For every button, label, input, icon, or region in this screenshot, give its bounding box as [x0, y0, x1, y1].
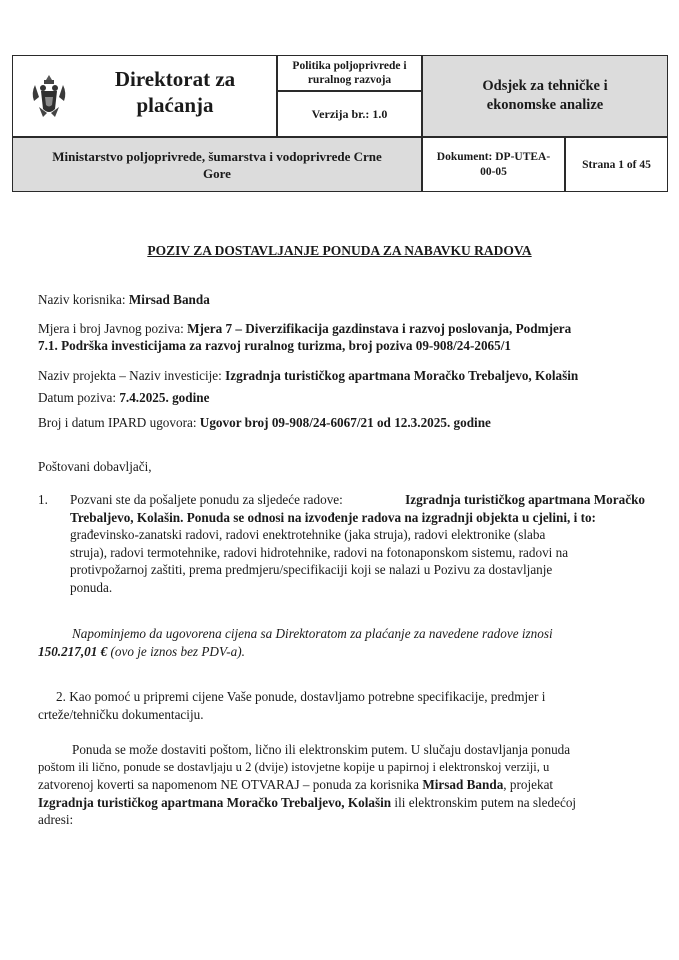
policy-line2: ruralnog razvoja: [307, 74, 392, 86]
date-value: 7.4.2025. godine: [119, 390, 210, 405]
delivery-paragraph: [38, 741, 645, 829]
header-page-cell: [565, 137, 668, 192]
org-name-line1: Direktorat za: [114, 67, 236, 91]
item1-paragraph: [70, 491, 645, 596]
header-department-cell: [422, 55, 668, 137]
document-line1: Dokument: DP-UTEA-: [436, 150, 551, 163]
beneficiary-value: Mirsad Banda: [128, 292, 210, 307]
note-suffix: (ovo je iznos bez PDV-a).: [110, 643, 245, 659]
coat-of-arms-icon: [29, 71, 69, 123]
delivery-line3: zatvorenoj koverti sa napomenom NE OTVARAJ – ponuda za korisnika: [38, 777, 420, 792]
delivery-line5: adresi:: [38, 812, 74, 827]
note-amount: 150.217,01 €: [38, 643, 108, 659]
policy-line1: Politika poljoprivrede i: [292, 60, 407, 72]
measure-value-line2: 7.1. Podrška investicijama za razvoj ruralnog turizma, broj poziva 09-908/24-2065/1: [38, 338, 511, 353]
header-logo-cell: [12, 55, 277, 137]
header-policy-cell: [277, 55, 422, 91]
project-value: Izgradnja turističkog apartmana Moračko Trebaljevo, Kolašin: [225, 368, 579, 383]
ministry-line2: Gore: [203, 165, 231, 181]
item2-line1: 2. Kao pomoć u pripremi cijene Vaše ponude, dostavljamo potrebne specifikacije, predmjer i: [56, 689, 546, 704]
delivery-line2: poštom ili lično, ponude se dostavljaju u 2 (dvije) istovjetne kopije u papirnoj i elektronskoj verziji, u: [38, 759, 550, 774]
department-line1: Odsjek za tehničke i: [482, 78, 608, 94]
item1-intro: Pozvani ste da pošaljete ponudu za sljedeće radove:: [70, 492, 343, 507]
measure-row: [38, 320, 648, 354]
note-line1: Napominjemo da ugovorena cijena sa Direktoratom za plaćanje za navedene radove iznosi: [72, 626, 553, 641]
item2-paragraph: [38, 688, 645, 723]
delivery-line4-end: ili elektronskim putem na sledećoj: [394, 794, 577, 810]
beneficiary-label: Naziv korisnika:: [38, 292, 126, 307]
delivery-line1: Ponuda se može dostaviti poštom, lično ili elektronskim putem. U slučaju dostavljanja ponuda: [72, 742, 571, 757]
item2-line2: crteže/tehničku dokumentaciju.: [38, 706, 204, 722]
page-title: POZIV ZA DOSTAVLJANJE PONUDA ZA NABAVKU RADOVA: [147, 243, 532, 258]
contract-row: [38, 414, 491, 431]
item1-line3: građevinsko-zanatski radovi, radovi enektrotehnike (jaka struja), radovi elektronike (slaba: [70, 527, 546, 542]
page-number: Strana 1 of 45: [582, 158, 651, 171]
item1-line5: protivpožarnoj zaštiti, prema predmjeru/specifikaciji koji se nalazi u Pozivu za dostavljanje: [70, 562, 553, 577]
ministry-line1: Ministarstvo poljoprivrede, šumarstva i vodoprivrede Crne: [52, 148, 382, 164]
greeting: Poštovani dobavljači,: [38, 459, 152, 474]
department-line2: ekonomske analize: [486, 97, 604, 113]
note-paragraph: [38, 625, 645, 660]
contract-value: Ugovor broj 09-908/24-6067/21 od 12.3.2025. godine: [199, 415, 491, 430]
contract-label: Broj i datum IPARD ugovora:: [38, 415, 197, 430]
project-row: [38, 367, 578, 384]
item1-line6: ponuda.: [70, 579, 113, 595]
item1-line2: Trebaljevo, Kolašin. Ponuda se odnosi na izvođenje radova na izgradnji objekta u cjelini, i to:: [70, 509, 596, 525]
item1-line4: struja), radovi termotehnike, radovi hidrotehnike, radovi na fotonaponskom sistemu, radovi na: [70, 544, 569, 560]
project-label: Naziv projekta – Naziv investicije:: [38, 368, 222, 383]
delivery-line3-bold: Mirsad Banda: [422, 777, 504, 792]
header-ministry-cell: [12, 137, 422, 192]
delivery-line3-end: , projekat: [503, 777, 554, 792]
beneficiary-row: [38, 291, 210, 308]
document-line2: 00-05: [480, 165, 507, 178]
org-name-line2: plaćanja: [136, 93, 214, 117]
item1-line1: Izgradnja turističkog apartmana Moračko: [405, 492, 645, 507]
header-document-cell: [422, 137, 565, 192]
measure-label: Mjera i broj Javnog poziva:: [38, 321, 184, 336]
header-version-cell: [277, 91, 422, 137]
date-label: Datum poziva:: [38, 390, 117, 405]
date-row: [38, 389, 209, 406]
measure-value-line1: Mjera 7 – Diverzifikacija gazdinstava i razvoj poslovanja, Podmjera: [187, 321, 572, 336]
version-label: Verzija br.: 1.0: [311, 106, 388, 121]
item1-number: 1.: [38, 492, 48, 507]
delivery-line4-bold: Izgradnja turističkog apartmana Moračko Trebaljevo, Kolašin: [38, 794, 392, 810]
